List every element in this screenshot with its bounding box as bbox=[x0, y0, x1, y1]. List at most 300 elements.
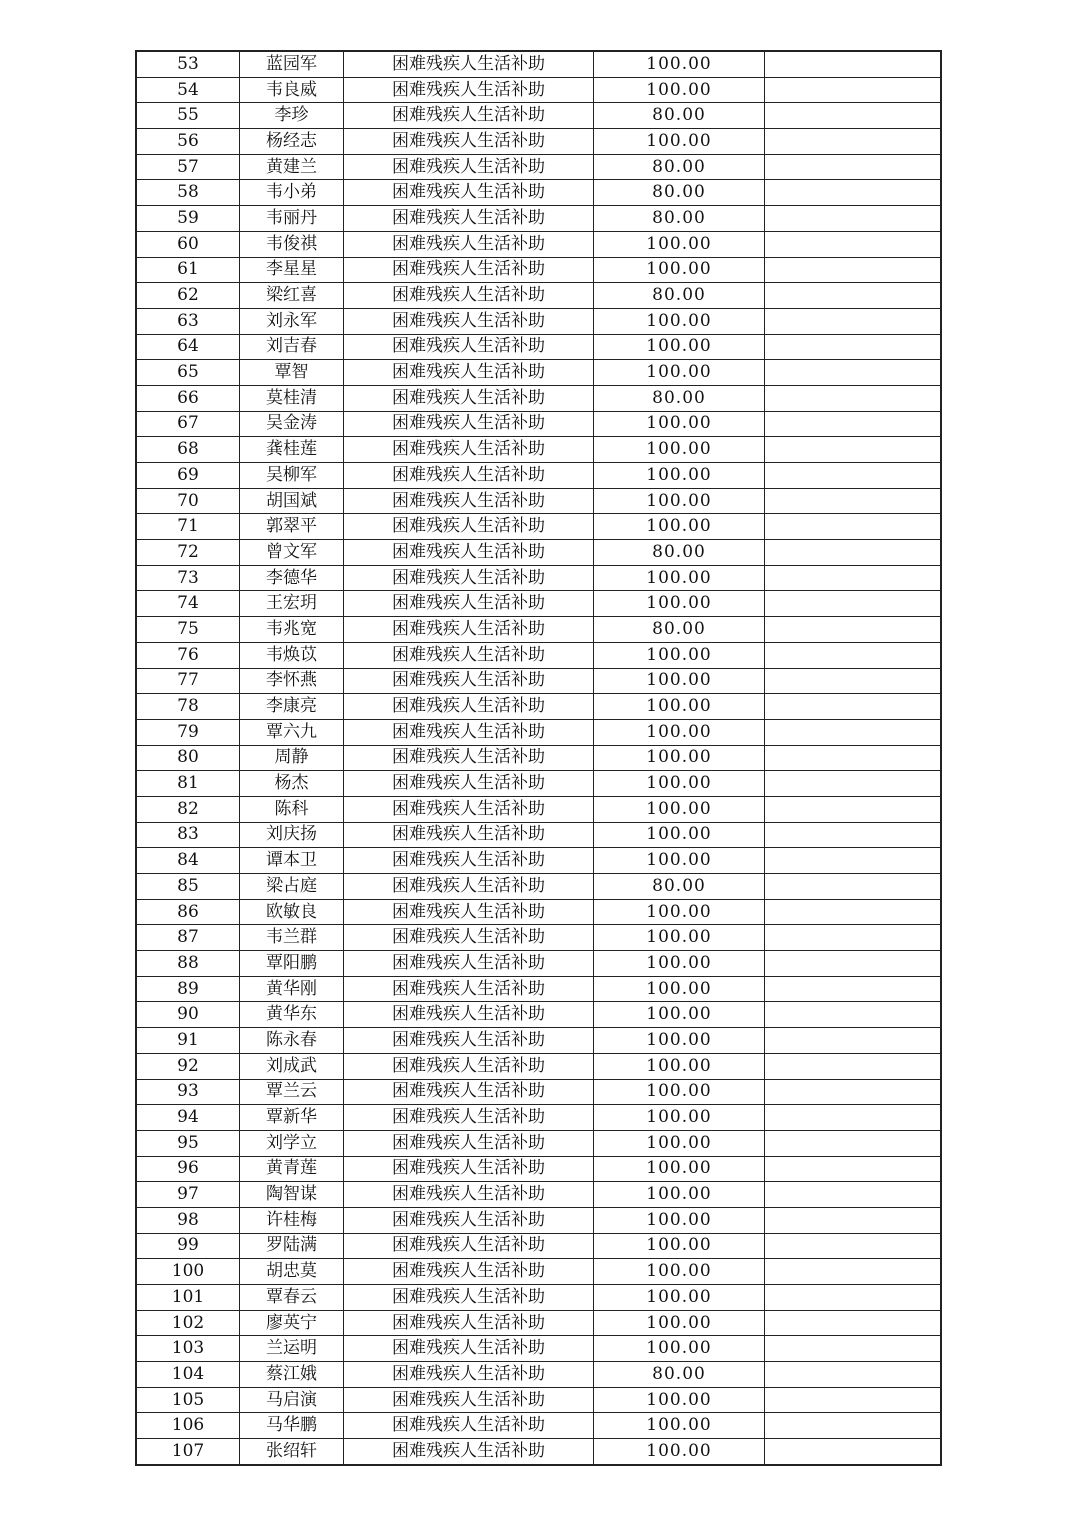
note-cell bbox=[765, 1259, 942, 1285]
recipient-name-cell: 覃兰云 bbox=[240, 1079, 344, 1105]
recipient-name-cell: 韦焕苡 bbox=[240, 642, 344, 668]
subsidy-item-cell: 困难残疾人生活补助 bbox=[344, 283, 594, 309]
row-number-cell: 105 bbox=[136, 1387, 240, 1413]
amount-cell: 80.00 bbox=[594, 874, 765, 900]
amount-cell: 100.00 bbox=[594, 334, 765, 360]
amount-cell: 100.00 bbox=[594, 1028, 765, 1054]
recipient-name-cell: 杨杰 bbox=[240, 771, 344, 797]
table-row bbox=[136, 1259, 941, 1285]
table-row bbox=[136, 1387, 941, 1413]
table-row bbox=[136, 283, 941, 309]
note-cell bbox=[765, 1156, 942, 1182]
recipient-name-cell: 李珍 bbox=[240, 103, 344, 129]
row-number-cell: 67 bbox=[136, 411, 240, 437]
note-cell bbox=[765, 1182, 942, 1208]
recipient-name-cell: 刘学立 bbox=[240, 1130, 344, 1156]
subsidy-item-cell: 困难残疾人生活补助 bbox=[344, 951, 594, 977]
row-number-cell: 87 bbox=[136, 925, 240, 951]
table-row bbox=[136, 1156, 941, 1182]
table-row bbox=[136, 411, 941, 437]
row-number-cell: 75 bbox=[136, 617, 240, 643]
subsidy-item-cell: 困难残疾人生活补助 bbox=[344, 874, 594, 900]
amount-cell: 100.00 bbox=[594, 925, 765, 951]
recipient-name-cell: 吴金涛 bbox=[240, 411, 344, 437]
amount-cell: 100.00 bbox=[594, 951, 765, 977]
note-cell bbox=[765, 976, 942, 1002]
row-number-cell: 59 bbox=[136, 206, 240, 232]
table-row bbox=[136, 1207, 941, 1233]
table-row bbox=[136, 745, 941, 771]
row-number-cell: 83 bbox=[136, 822, 240, 848]
note-cell bbox=[765, 642, 942, 668]
recipient-name-cell: 覃智 bbox=[240, 360, 344, 386]
row-number-cell: 100 bbox=[136, 1259, 240, 1285]
note-cell bbox=[765, 540, 942, 566]
note-cell bbox=[765, 1002, 942, 1028]
subsidy-item-cell: 困难残疾人生活补助 bbox=[344, 231, 594, 257]
amount-cell: 100.00 bbox=[594, 694, 765, 720]
recipient-name-cell: 马启演 bbox=[240, 1387, 344, 1413]
amount-cell: 100.00 bbox=[594, 1310, 765, 1336]
note-cell bbox=[765, 925, 942, 951]
table-row bbox=[136, 1079, 941, 1105]
row-number-cell: 86 bbox=[136, 899, 240, 925]
recipient-name-cell: 韦兆宽 bbox=[240, 617, 344, 643]
note-cell bbox=[765, 1028, 942, 1054]
recipient-name-cell: 梁红喜 bbox=[240, 283, 344, 309]
subsidy-item-cell: 困难残疾人生活补助 bbox=[344, 180, 594, 206]
table-body bbox=[136, 51, 941, 1465]
amount-cell: 100.00 bbox=[594, 822, 765, 848]
recipient-name-cell: 廖英宁 bbox=[240, 1310, 344, 1336]
note-cell bbox=[765, 694, 942, 720]
note-cell bbox=[765, 1336, 942, 1362]
row-number-cell: 90 bbox=[136, 1002, 240, 1028]
subsidy-item-cell: 困难残疾人生活补助 bbox=[344, 51, 594, 77]
recipient-name-cell: 刘成武 bbox=[240, 1053, 344, 1079]
note-cell bbox=[765, 231, 942, 257]
table-row bbox=[136, 1130, 941, 1156]
table-row bbox=[136, 925, 941, 951]
subsidy-item-cell: 困难残疾人生活补助 bbox=[344, 77, 594, 103]
amount-cell: 100.00 bbox=[594, 308, 765, 334]
amount-cell: 100.00 bbox=[594, 1207, 765, 1233]
recipient-name-cell: 刘吉春 bbox=[240, 334, 344, 360]
recipient-name-cell: 马华鹏 bbox=[240, 1413, 344, 1439]
subsidy-item-cell: 困难残疾人生活补助 bbox=[344, 1130, 594, 1156]
recipient-name-cell: 韦良威 bbox=[240, 77, 344, 103]
subsidy-item-cell: 困难残疾人生活补助 bbox=[344, 1259, 594, 1285]
recipient-name-cell: 黄华刚 bbox=[240, 976, 344, 1002]
subsidy-item-cell: 困难残疾人生活补助 bbox=[344, 719, 594, 745]
subsidy-item-cell: 困难残疾人生活补助 bbox=[344, 976, 594, 1002]
table-row bbox=[136, 308, 941, 334]
subsidy-item-cell: 困难残疾人生活补助 bbox=[344, 1156, 594, 1182]
subsidy-item-cell: 困难残疾人生活补助 bbox=[344, 1387, 594, 1413]
amount-cell: 100.00 bbox=[594, 463, 765, 489]
row-number-cell: 92 bbox=[136, 1053, 240, 1079]
table-row bbox=[136, 1439, 941, 1465]
table-row bbox=[136, 1336, 941, 1362]
note-cell bbox=[765, 745, 942, 771]
subsidy-item-cell: 困难残疾人生活补助 bbox=[344, 360, 594, 386]
subsidy-item-cell: 困难残疾人生活补助 bbox=[344, 1105, 594, 1131]
table-row bbox=[136, 257, 941, 283]
amount-cell: 100.00 bbox=[594, 77, 765, 103]
note-cell bbox=[765, 617, 942, 643]
amount-cell: 100.00 bbox=[594, 1336, 765, 1362]
recipient-name-cell: 韦俊祺 bbox=[240, 231, 344, 257]
recipient-name-cell: 兰运明 bbox=[240, 1336, 344, 1362]
recipient-name-cell: 龚桂莲 bbox=[240, 437, 344, 463]
table-row bbox=[136, 1362, 941, 1388]
amount-cell: 100.00 bbox=[594, 899, 765, 925]
subsidy-table-sheet bbox=[135, 50, 938, 1466]
amount-cell: 100.00 bbox=[594, 591, 765, 617]
note-cell bbox=[765, 1233, 942, 1259]
row-number-cell: 106 bbox=[136, 1413, 240, 1439]
table-row bbox=[136, 1028, 941, 1054]
table-row bbox=[136, 565, 941, 591]
subsidy-item-cell: 困难残疾人生活补助 bbox=[344, 1182, 594, 1208]
amount-cell: 100.00 bbox=[594, 976, 765, 1002]
amount-cell: 100.00 bbox=[594, 1053, 765, 1079]
note-cell bbox=[765, 180, 942, 206]
note-cell bbox=[765, 77, 942, 103]
table-row bbox=[136, 1105, 941, 1131]
note-cell bbox=[765, 565, 942, 591]
recipient-name-cell: 陈永春 bbox=[240, 1028, 344, 1054]
note-cell bbox=[765, 514, 942, 540]
row-number-cell: 71 bbox=[136, 514, 240, 540]
subsidy-item-cell: 困难残疾人生活补助 bbox=[344, 617, 594, 643]
note-cell bbox=[765, 1105, 942, 1131]
row-number-cell: 54 bbox=[136, 77, 240, 103]
recipient-name-cell: 韦兰群 bbox=[240, 925, 344, 951]
recipient-name-cell: 黄华东 bbox=[240, 1002, 344, 1028]
note-cell bbox=[765, 283, 942, 309]
subsidy-item-cell: 困难残疾人生活补助 bbox=[344, 796, 594, 822]
table-row bbox=[136, 1413, 941, 1439]
amount-cell: 100.00 bbox=[594, 1285, 765, 1311]
note-cell bbox=[765, 848, 942, 874]
subsidy-item-cell: 困难残疾人生活补助 bbox=[344, 1207, 594, 1233]
table-row bbox=[136, 51, 941, 77]
subsidy-item-cell: 困难残疾人生活补助 bbox=[344, 1336, 594, 1362]
row-number-cell: 62 bbox=[136, 283, 240, 309]
note-cell bbox=[765, 488, 942, 514]
recipient-name-cell: 蔡江娥 bbox=[240, 1362, 344, 1388]
recipient-name-cell: 黄建兰 bbox=[240, 154, 344, 180]
table-row bbox=[136, 719, 941, 745]
table-row bbox=[136, 1285, 941, 1311]
amount-cell: 100.00 bbox=[594, 1130, 765, 1156]
note-cell bbox=[765, 1079, 942, 1105]
table-row bbox=[136, 694, 941, 720]
row-number-cell: 70 bbox=[136, 488, 240, 514]
row-number-cell: 96 bbox=[136, 1156, 240, 1182]
amount-cell: 100.00 bbox=[594, 514, 765, 540]
subsidy-item-cell: 困难残疾人生活补助 bbox=[344, 642, 594, 668]
note-cell bbox=[765, 951, 942, 977]
subsidy-item-cell: 困难残疾人生活补助 bbox=[344, 257, 594, 283]
subsidy-item-cell: 困难残疾人生活补助 bbox=[344, 694, 594, 720]
recipient-name-cell: 杨经志 bbox=[240, 129, 344, 155]
subsidy-item-cell: 困难残疾人生活补助 bbox=[344, 129, 594, 155]
row-number-cell: 99 bbox=[136, 1233, 240, 1259]
amount-cell: 100.00 bbox=[594, 1259, 765, 1285]
amount-cell: 100.00 bbox=[594, 437, 765, 463]
table-row bbox=[136, 951, 941, 977]
amount-cell: 100.00 bbox=[594, 848, 765, 874]
row-number-cell: 64 bbox=[136, 334, 240, 360]
amount-cell: 100.00 bbox=[594, 1079, 765, 1105]
note-cell bbox=[765, 1130, 942, 1156]
recipient-name-cell: 陶智谋 bbox=[240, 1182, 344, 1208]
subsidy-item-cell: 困难残疾人生活补助 bbox=[344, 771, 594, 797]
note-cell bbox=[765, 1207, 942, 1233]
recipient-name-cell: 韦丽丹 bbox=[240, 206, 344, 232]
row-number-cell: 61 bbox=[136, 257, 240, 283]
subsidy-item-cell: 困难残疾人生活补助 bbox=[344, 1079, 594, 1105]
note-cell bbox=[765, 771, 942, 797]
note-cell bbox=[765, 51, 942, 77]
row-number-cell: 76 bbox=[136, 642, 240, 668]
note-cell bbox=[765, 796, 942, 822]
row-number-cell: 88 bbox=[136, 951, 240, 977]
amount-cell: 100.00 bbox=[594, 51, 765, 77]
table-row bbox=[136, 463, 941, 489]
amount-cell: 100.00 bbox=[594, 257, 765, 283]
recipient-name-cell: 郭翠平 bbox=[240, 514, 344, 540]
row-number-cell: 78 bbox=[136, 694, 240, 720]
recipient-name-cell: 胡忠莫 bbox=[240, 1259, 344, 1285]
row-number-cell: 98 bbox=[136, 1207, 240, 1233]
table-row bbox=[136, 154, 941, 180]
recipient-name-cell: 莫桂清 bbox=[240, 385, 344, 411]
note-cell bbox=[765, 385, 942, 411]
table-row bbox=[136, 385, 941, 411]
amount-cell: 100.00 bbox=[594, 1233, 765, 1259]
row-number-cell: 107 bbox=[136, 1439, 240, 1465]
row-number-cell: 81 bbox=[136, 771, 240, 797]
table-row bbox=[136, 1053, 941, 1079]
amount-cell: 100.00 bbox=[594, 129, 765, 155]
subsidy-item-cell: 困难残疾人生活补助 bbox=[344, 463, 594, 489]
note-cell bbox=[765, 334, 942, 360]
table-row bbox=[136, 591, 941, 617]
table-row bbox=[136, 771, 941, 797]
amount-cell: 80.00 bbox=[594, 385, 765, 411]
note-cell bbox=[765, 822, 942, 848]
row-number-cell: 66 bbox=[136, 385, 240, 411]
note-cell bbox=[765, 1053, 942, 1079]
subsidy-item-cell: 困难残疾人生活补助 bbox=[344, 1310, 594, 1336]
table-row bbox=[136, 668, 941, 694]
row-number-cell: 85 bbox=[136, 874, 240, 900]
amount-cell: 100.00 bbox=[594, 360, 765, 386]
row-number-cell: 53 bbox=[136, 51, 240, 77]
recipient-name-cell: 曾文军 bbox=[240, 540, 344, 566]
row-number-cell: 79 bbox=[136, 719, 240, 745]
amount-cell: 80.00 bbox=[594, 1362, 765, 1388]
recipient-name-cell: 刘庆扬 bbox=[240, 822, 344, 848]
amount-cell: 100.00 bbox=[594, 771, 765, 797]
subsidy-item-cell: 困难残疾人生活补助 bbox=[344, 591, 594, 617]
amount-cell: 100.00 bbox=[594, 1413, 765, 1439]
row-number-cell: 73 bbox=[136, 565, 240, 591]
table-row bbox=[136, 642, 941, 668]
row-number-cell: 56 bbox=[136, 129, 240, 155]
subsidy-item-cell: 困难残疾人生活补助 bbox=[344, 1439, 594, 1465]
row-number-cell: 104 bbox=[136, 1362, 240, 1388]
note-cell bbox=[765, 719, 942, 745]
row-number-cell: 95 bbox=[136, 1130, 240, 1156]
row-number-cell: 82 bbox=[136, 796, 240, 822]
recipient-name-cell: 周静 bbox=[240, 745, 344, 771]
recipient-name-cell: 梁占庭 bbox=[240, 874, 344, 900]
subsidy-item-cell: 困难残疾人生活补助 bbox=[344, 154, 594, 180]
table-row bbox=[136, 796, 941, 822]
note-cell bbox=[765, 411, 942, 437]
row-number-cell: 68 bbox=[136, 437, 240, 463]
note-cell bbox=[765, 463, 942, 489]
amount-cell: 100.00 bbox=[594, 231, 765, 257]
recipient-name-cell: 覃春云 bbox=[240, 1285, 344, 1311]
row-number-cell: 103 bbox=[136, 1336, 240, 1362]
note-cell bbox=[765, 360, 942, 386]
note-cell bbox=[765, 1362, 942, 1388]
recipient-name-cell: 覃新华 bbox=[240, 1105, 344, 1131]
recipient-name-cell: 刘永军 bbox=[240, 308, 344, 334]
table-row bbox=[136, 617, 941, 643]
note-cell bbox=[765, 1310, 942, 1336]
subsidy-item-cell: 困难残疾人生活补助 bbox=[344, 899, 594, 925]
note-cell bbox=[765, 874, 942, 900]
row-number-cell: 60 bbox=[136, 231, 240, 257]
row-number-cell: 97 bbox=[136, 1182, 240, 1208]
recipient-name-cell: 谭本卫 bbox=[240, 848, 344, 874]
recipient-name-cell: 李怀燕 bbox=[240, 668, 344, 694]
table-row bbox=[136, 848, 941, 874]
subsidy-item-cell: 困难残疾人生活补助 bbox=[344, 925, 594, 951]
table-row bbox=[136, 1310, 941, 1336]
subsidy-item-cell: 困难残疾人生活补助 bbox=[344, 488, 594, 514]
amount-cell: 100.00 bbox=[594, 1002, 765, 1028]
recipient-name-cell: 覃阳鹏 bbox=[240, 951, 344, 977]
row-number-cell: 69 bbox=[136, 463, 240, 489]
amount-cell: 100.00 bbox=[594, 1387, 765, 1413]
recipient-name-cell: 陈科 bbox=[240, 796, 344, 822]
table-row bbox=[136, 540, 941, 566]
table-row bbox=[136, 129, 941, 155]
row-number-cell: 57 bbox=[136, 154, 240, 180]
note-cell bbox=[765, 437, 942, 463]
subsidy-item-cell: 困难残疾人生活补助 bbox=[344, 411, 594, 437]
table-row bbox=[136, 437, 941, 463]
subsidy-item-cell: 困难残疾人生活补助 bbox=[344, 1362, 594, 1388]
recipient-name-cell: 罗陆满 bbox=[240, 1233, 344, 1259]
subsidy-item-cell: 困难残疾人生活补助 bbox=[344, 385, 594, 411]
table-row bbox=[136, 206, 941, 232]
amount-cell: 100.00 bbox=[594, 565, 765, 591]
table-row bbox=[136, 874, 941, 900]
table-row bbox=[136, 1002, 941, 1028]
subsidy-item-cell: 困难残疾人生活补助 bbox=[344, 437, 594, 463]
table-row bbox=[136, 103, 941, 129]
row-number-cell: 101 bbox=[136, 1285, 240, 1311]
subsidy-item-cell: 困难残疾人生活补助 bbox=[344, 334, 594, 360]
subsidy-item-cell: 困难残疾人生活补助 bbox=[344, 822, 594, 848]
subsidy-item-cell: 困难残疾人生活补助 bbox=[344, 1028, 594, 1054]
table-row bbox=[136, 360, 941, 386]
row-number-cell: 91 bbox=[136, 1028, 240, 1054]
table-row bbox=[136, 1233, 941, 1259]
note-cell bbox=[765, 257, 942, 283]
table-row bbox=[136, 334, 941, 360]
amount-cell: 100.00 bbox=[594, 642, 765, 668]
subsidy-item-cell: 困难残疾人生活补助 bbox=[344, 206, 594, 232]
subsidy-item-cell: 困难残疾人生活补助 bbox=[344, 1002, 594, 1028]
subsidy-item-cell: 困难残疾人生活补助 bbox=[344, 1285, 594, 1311]
note-cell bbox=[765, 103, 942, 129]
table-row bbox=[136, 514, 941, 540]
subsidy-item-cell: 困难残疾人生活补助 bbox=[344, 1233, 594, 1259]
amount-cell: 100.00 bbox=[594, 1439, 765, 1465]
row-number-cell: 58 bbox=[136, 180, 240, 206]
amount-cell: 80.00 bbox=[594, 180, 765, 206]
table-row bbox=[136, 899, 941, 925]
amount-cell: 100.00 bbox=[594, 1105, 765, 1131]
row-number-cell: 89 bbox=[136, 976, 240, 1002]
recipient-name-cell: 胡国斌 bbox=[240, 488, 344, 514]
recipient-name-cell: 覃六九 bbox=[240, 719, 344, 745]
row-number-cell: 102 bbox=[136, 1310, 240, 1336]
table-row bbox=[136, 231, 941, 257]
table-row bbox=[136, 1182, 941, 1208]
recipient-name-cell: 李德华 bbox=[240, 565, 344, 591]
recipient-name-cell: 韦小弟 bbox=[240, 180, 344, 206]
note-cell bbox=[765, 1387, 942, 1413]
recipient-name-cell: 李康亮 bbox=[240, 694, 344, 720]
subsidy-item-cell: 困难残疾人生活补助 bbox=[344, 103, 594, 129]
amount-cell: 100.00 bbox=[594, 745, 765, 771]
table-row bbox=[136, 822, 941, 848]
subsidy-item-cell: 困难残疾人生活补助 bbox=[344, 745, 594, 771]
subsidy-item-cell: 困难残疾人生活补助 bbox=[344, 1053, 594, 1079]
subsidy-item-cell: 困难残疾人生活补助 bbox=[344, 308, 594, 334]
subsidy-item-cell: 困难残疾人生活补助 bbox=[344, 1413, 594, 1439]
subsidy-item-cell: 困难残疾人生活补助 bbox=[344, 668, 594, 694]
row-number-cell: 94 bbox=[136, 1105, 240, 1131]
row-number-cell: 72 bbox=[136, 540, 240, 566]
amount-cell: 80.00 bbox=[594, 103, 765, 129]
table-row bbox=[136, 77, 941, 103]
amount-cell: 100.00 bbox=[594, 796, 765, 822]
table-row bbox=[136, 488, 941, 514]
table-row bbox=[136, 976, 941, 1002]
amount-cell: 80.00 bbox=[594, 154, 765, 180]
row-number-cell: 65 bbox=[136, 360, 240, 386]
recipient-name-cell: 张绍轩 bbox=[240, 1439, 344, 1465]
subsidy-item-cell: 困难残疾人生活补助 bbox=[344, 514, 594, 540]
note-cell bbox=[765, 591, 942, 617]
subsidy-item-cell: 困难残疾人生活补助 bbox=[344, 565, 594, 591]
recipient-name-cell: 蓝园军 bbox=[240, 51, 344, 77]
subsidy-table bbox=[135, 50, 942, 1466]
note-cell bbox=[765, 1439, 942, 1465]
row-number-cell: 74 bbox=[136, 591, 240, 617]
